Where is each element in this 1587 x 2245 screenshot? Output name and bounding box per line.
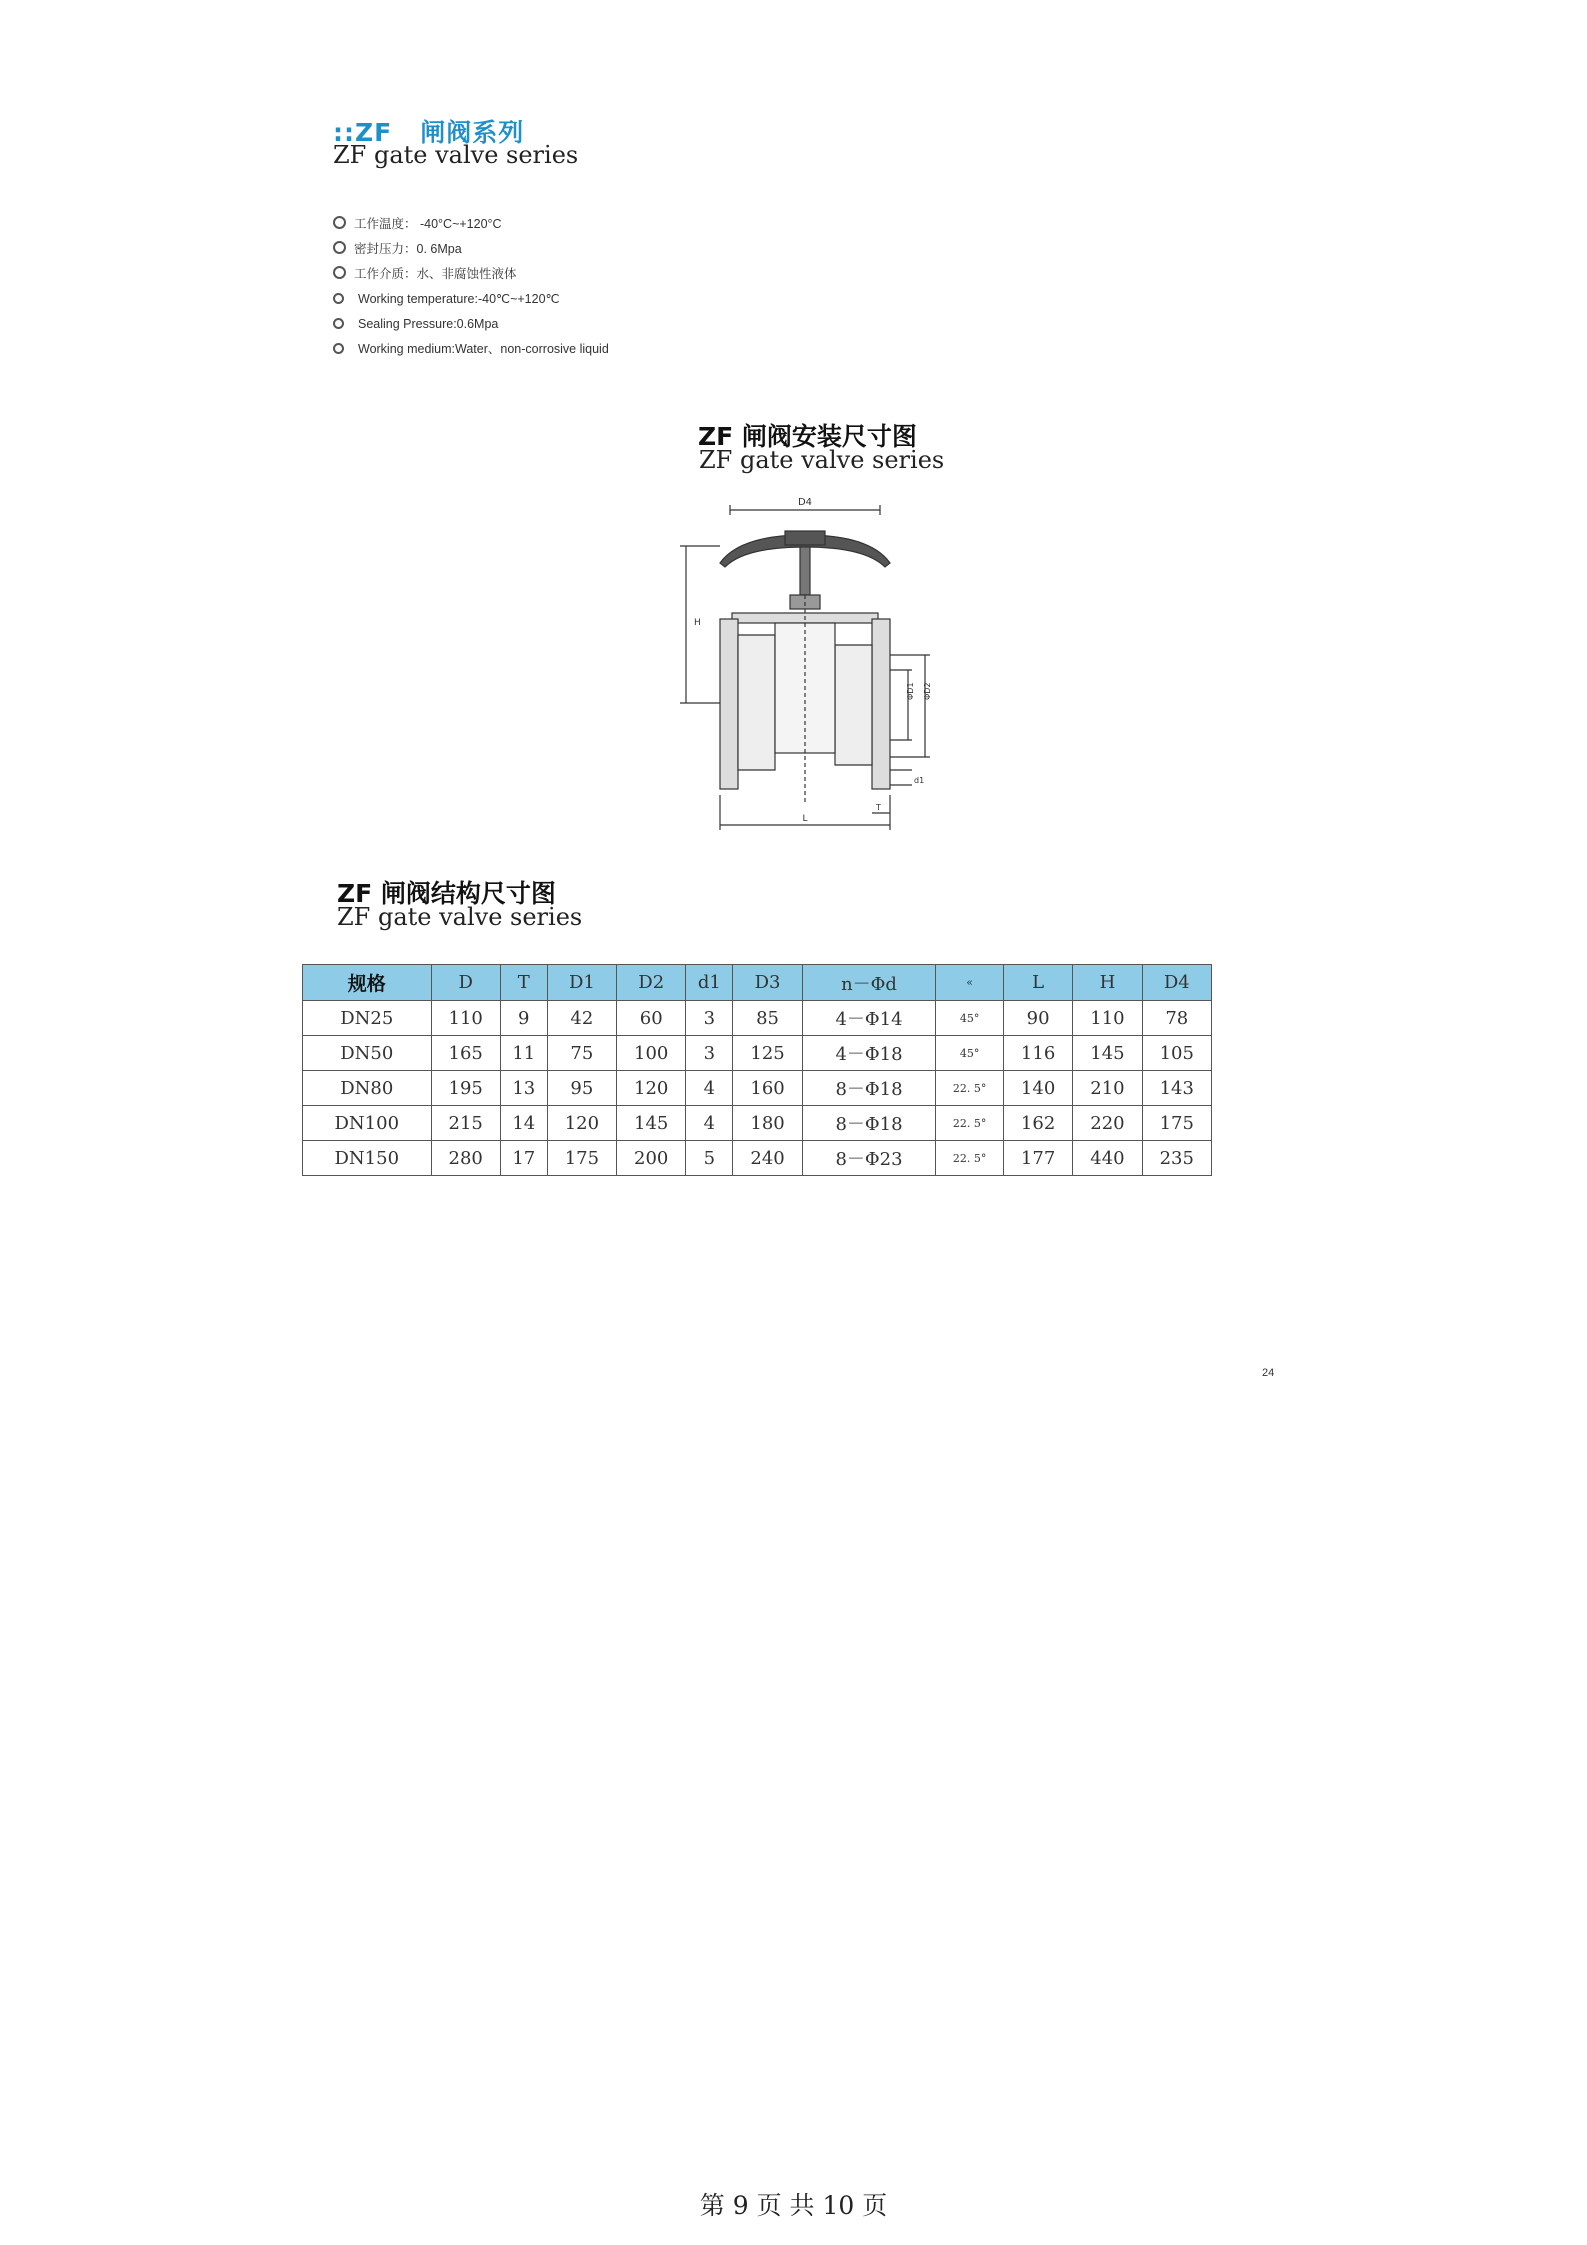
table-cell: 162 [1003, 1106, 1072, 1141]
table-cell: 4－Φ14 [802, 1001, 936, 1036]
table-cell: 175 [1142, 1106, 1211, 1141]
table-cell: 165 [431, 1036, 500, 1071]
table-cell: 3 [686, 1001, 733, 1036]
table-cell: 110 [1073, 1001, 1142, 1036]
table-cell: 100 [617, 1036, 686, 1071]
table-cell: 4 [686, 1106, 733, 1141]
install-diagram-title-cn: ZF 闸阀安装尺寸图 [698, 422, 917, 451]
table-cell: 8－Φ18 [802, 1106, 936, 1141]
table-cell: 440 [1073, 1141, 1142, 1176]
label-d1: ΦD1 [906, 682, 915, 700]
table-row [303, 1106, 1212, 1141]
label-d4: D4 [797, 497, 813, 508]
column-header: L [1003, 965, 1072, 1001]
column-header: D2 [617, 965, 686, 1001]
column-header: D3 [733, 965, 802, 1001]
spec-item [333, 212, 609, 237]
table-header-row [303, 965, 1212, 1001]
table-cell: 85 [733, 1001, 802, 1036]
bullet-icon [333, 266, 346, 279]
table-cell: 9 [500, 1001, 547, 1036]
table-cell: 160 [733, 1071, 802, 1106]
table-cell: 17 [500, 1141, 547, 1176]
table-cell: 220 [1073, 1106, 1142, 1141]
table-cell: 22. 5° [936, 1141, 1004, 1176]
spec-text: Sealing Pressure:0.6Mpa [358, 317, 499, 331]
table-cell: 140 [1003, 1071, 1072, 1106]
table-cell: 210 [1073, 1071, 1142, 1106]
table-cell: 145 [1073, 1036, 1142, 1071]
table-cell: 90 [1003, 1001, 1072, 1036]
column-header: D4 [1142, 965, 1211, 1001]
column-header: 规格 [303, 965, 432, 1001]
table-cell: DN50 [303, 1036, 432, 1071]
spec-item [333, 287, 609, 312]
table-cell: 3 [686, 1036, 733, 1071]
table-cell: 8－Φ23 [802, 1141, 936, 1176]
series-name-cn: 闸阀系列 [420, 118, 525, 147]
table-cell: 42 [547, 1001, 616, 1036]
series-title-en: ZF gate valve series [333, 141, 579, 169]
table-cell: 14 [500, 1106, 547, 1141]
table-cell: 110 [431, 1001, 500, 1036]
table-cell: 78 [1142, 1001, 1211, 1036]
table-cell: 75 [547, 1036, 616, 1071]
column-header: D1 [547, 965, 616, 1001]
table-cell: 4－Φ18 [802, 1036, 936, 1071]
bullet-icon [333, 343, 344, 354]
table-cell: 45° [936, 1036, 1004, 1071]
table-row [303, 1001, 1212, 1036]
spec-text: 工作介质：水、非腐蚀性液体 [354, 267, 517, 281]
table-cell: 105 [1142, 1036, 1211, 1071]
table-cell: DN100 [303, 1106, 432, 1141]
table-cell: 195 [431, 1071, 500, 1106]
table-cell: 235 [1142, 1141, 1211, 1176]
page-footer: 第 9 页 共 10 页 [699, 2191, 888, 2220]
column-header: « [936, 965, 1004, 1001]
column-header: H [1073, 965, 1142, 1001]
table-cell: 125 [733, 1036, 802, 1071]
bullet-icon [333, 216, 346, 229]
series-prefix: ::ZF [333, 118, 393, 147]
table-row [303, 1036, 1212, 1071]
table-cell: 120 [617, 1071, 686, 1106]
spec-text: 工作温度： -40°C~+120°C [354, 217, 502, 231]
label-d2: ΦD2 [923, 682, 932, 700]
spec-item [333, 262, 609, 287]
table-cell: 8－Φ18 [802, 1071, 936, 1106]
structure-table-title-cn: ZF 闸阀结构尺寸图 [337, 879, 556, 908]
bullet-icon [333, 293, 344, 304]
gate-valve-drawing [680, 495, 960, 835]
column-header: T [500, 965, 547, 1001]
table-cell: 120 [547, 1106, 616, 1141]
table-cell: 5 [686, 1141, 733, 1176]
table-cell: 95 [547, 1071, 616, 1106]
column-header: d1 [686, 965, 733, 1001]
column-header: D [431, 965, 500, 1001]
dimension-table [302, 964, 1212, 1176]
table-cell: 200 [617, 1141, 686, 1176]
install-diagram-title-en: ZF gate valve series [699, 446, 945, 474]
table-cell: 280 [431, 1141, 500, 1176]
column-header: n－Φd [802, 965, 936, 1001]
spec-list [333, 212, 609, 362]
table-cell: 143 [1142, 1071, 1211, 1106]
table-cell: 180 [733, 1106, 802, 1141]
table-cell: 145 [617, 1106, 686, 1141]
table-cell: 60 [617, 1001, 686, 1036]
table-cell: 116 [1003, 1036, 1072, 1071]
spec-text: Working medium:Water、non-corrosive liquid [358, 342, 609, 356]
table-cell: 22. 5° [936, 1106, 1004, 1141]
table-cell: 45° [936, 1001, 1004, 1036]
bullet-icon [333, 241, 346, 254]
label-l: L [802, 814, 808, 824]
table-cell: 215 [431, 1106, 500, 1141]
spec-text: Working temperature:-40℃~+120℃ [358, 292, 560, 306]
table-cell: 175 [547, 1141, 616, 1176]
label-t: T [876, 803, 881, 812]
table-cell: 22. 5° [936, 1071, 1004, 1106]
table-cell: DN150 [303, 1141, 432, 1176]
structure-table-title-en: ZF gate valve series [337, 903, 583, 931]
table-row [303, 1141, 1212, 1176]
spec-item [333, 337, 609, 362]
table-cell: 177 [1003, 1141, 1072, 1176]
spec-item [333, 312, 609, 337]
table-cell: DN80 [303, 1071, 432, 1106]
table-cell: 4 [686, 1071, 733, 1106]
spec-text: 密封压力：0. 6Mpa [354, 242, 462, 256]
label-h: H [694, 618, 701, 628]
table-row [303, 1071, 1212, 1106]
table-body [303, 1001, 1212, 1176]
spec-item [333, 237, 609, 262]
page-number: 24 [1262, 1367, 1275, 1379]
bullet-icon [333, 318, 344, 329]
table-cell: DN25 [303, 1001, 432, 1036]
table-cell: 11 [500, 1036, 547, 1071]
table-cell: 13 [500, 1071, 547, 1106]
label-small-d: d1 [914, 776, 925, 785]
table-cell: 240 [733, 1141, 802, 1176]
